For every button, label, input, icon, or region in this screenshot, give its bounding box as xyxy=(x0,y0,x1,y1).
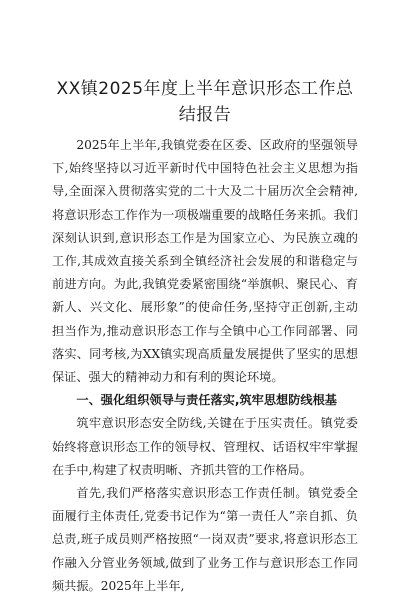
section-paragraph: 首先,我们严格落实意识形态工作责任制。镇党委全面履行主体责任,党委书记作为“第一责任人”亲自抓、负总责,班子成员则严格按照“一岗双责”要求,将意识形态工作融入分管业务领域,做到了业务工作与意识形态工作同频共振。2025年上半年, xyxy=(52,486,358,593)
section-paragraph: 筑牢意识形态安全防线,关键在于压实责任。镇党委始终将意识形态工作的领导权、管理权、话语权牢牢掌握在手中,构建了权责明晰、齐抓共管的工作格局。 xyxy=(52,416,358,477)
document-title: XX镇2025年度上半年意识形态工作总结报告 xyxy=(56,79,354,125)
intro-paragraph: 2025年上半年,我镇党委在区委、区政府的坚强领导下,始终坚持以习近平新时代中国特色社会主义思想为指导,全面深入贯彻落实党的二十大及二十届历次全会精神,将意识形态工作作为一项极端重要的战略任务来抓。我们深刻认识到,意识形态工作是为国家立心、为民族立魂的工作,其成效直接关系到全镇经济社会发展的和谐稳定与前进方向。为此,我镇党委紧密围绕“举旗帜、聚民心、育新人、兴文化、展形象”的使命任务,坚持守正创新,主动担当作为,推动意识形态工作与全镇中心工作同部署、同落实、同考核,为XX镇实现高质量发展提供了坚实的思想保证、强大的精神动力和有利的舆论环境。 xyxy=(52,138,358,385)
section-heading: 一、强化组织领导与责任落实,筑牢思想防线根基 xyxy=(76,393,337,408)
